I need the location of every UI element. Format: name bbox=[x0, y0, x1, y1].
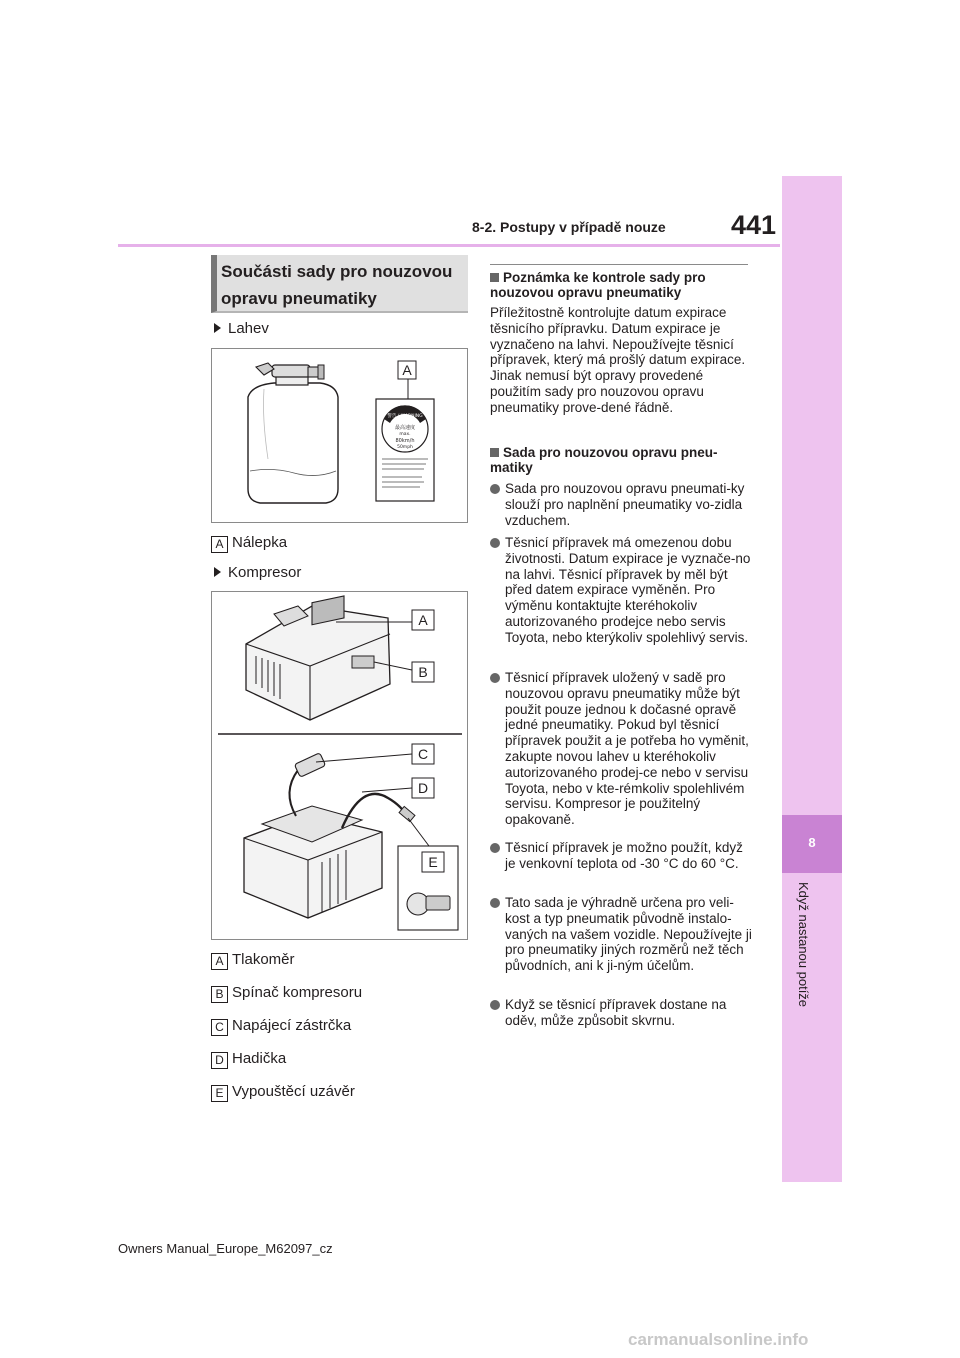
legend-letter: A bbox=[211, 536, 228, 553]
page-number: 441 bbox=[731, 210, 777, 240]
callout-b: B bbox=[418, 664, 428, 680]
bottle-illustration bbox=[211, 348, 468, 523]
legend-letter: E bbox=[211, 1085, 228, 1102]
note2-heading bbox=[490, 445, 748, 475]
round-bullet-icon bbox=[490, 898, 500, 908]
bottle-drawing bbox=[212, 349, 467, 522]
chapter-number: 8 bbox=[808, 835, 816, 850]
compressor-drawing bbox=[212, 592, 467, 939]
sticker-line-3: max. bbox=[399, 432, 411, 437]
chapter-side-tab bbox=[782, 176, 842, 1182]
note1-heading-text: Poznámka ke kontrole sady pro nouzovou opravu pneumatiky bbox=[490, 270, 706, 300]
round-bullet-icon bbox=[490, 538, 500, 548]
compressor-illustration bbox=[211, 591, 468, 940]
header-rule bbox=[118, 244, 780, 247]
square-bullet-icon bbox=[490, 448, 499, 457]
note2-bullet-3 bbox=[490, 670, 757, 828]
callout-c: C bbox=[417, 746, 429, 762]
legend-text: Vypouštěcí uzávěr bbox=[232, 1083, 355, 1100]
triangle-bullet-icon bbox=[214, 567, 221, 577]
footer-doc-id: Owners Manual_Europe_M62097_cz bbox=[118, 1241, 333, 1256]
note2-bullet-2 bbox=[490, 535, 757, 646]
callout-a: A bbox=[418, 612, 428, 628]
bullet-text: Těsnicí přípravek uložený v sadě pro nouzovou opravu pneumatiky může být použit pouze jednou k dočasné opravě jedné pneumatiky. Pokud byl těsnicí přípravek použit a je potřeba ho vyměnit, zakupte novou lahev u kteréhokoliv autorizovaného prodej-ce nebo v servisu Toyota, nebo v kte-rémkoliv spolehlivém servisu. Kompresor je použitelný opakovaně. bbox=[505, 670, 749, 828]
note1-heading bbox=[490, 270, 748, 300]
compressor-title bbox=[214, 564, 301, 581]
legend-letter: A bbox=[211, 953, 228, 970]
legend-letter: B bbox=[211, 986, 228, 1003]
sticker-line-2: 最高速度 bbox=[394, 425, 416, 431]
section-title: 8-2. Postupy v případě nouze bbox=[472, 219, 666, 235]
legend-letter: C bbox=[211, 1019, 228, 1036]
note-rule bbox=[490, 264, 748, 265]
note2-bullet-6 bbox=[490, 997, 757, 1029]
bullet-text: Těsnicí přípravek je možno použít, když je venkovní teplota od -30 °C do 60 °C. bbox=[505, 840, 743, 871]
bullet-text: Těsnicí přípravek má omezenou dobu životnosti. Datum expirace je vyznače-no na lahvi. Těsnicí přípravek by měl být před datem expirace vyměněn. Pro výměnu kontaktujte kteréhokoliv autorizovaného prodejce nebo servis Toyota, nebo kterýkoliv spolehlivý servis. bbox=[505, 535, 751, 645]
note2-bullet-1 bbox=[490, 481, 757, 528]
sticker-line-4: 80km/h bbox=[395, 438, 415, 444]
legend-bottle-a bbox=[211, 534, 287, 553]
note1-body: Příležitostně kontrolujte datum expirace těsnicího přípravku. Datum expirace je vyznačeno na lahvi. Nepoužívejte těsnicí přípravek, který má prošlý datum expirace. Jinak nemusí být opravy provedené použitím sady pro nouzovou opravu pneumatiky prove-dené řádně. bbox=[490, 305, 746, 415]
legend-compressor-c bbox=[211, 1017, 351, 1036]
bullet-text: Když se těsnicí přípravek dostane na oděv, může způsobit skvrnu. bbox=[505, 997, 727, 1028]
note2-bullet-5 bbox=[490, 895, 757, 974]
section-heading: Součásti sady pro nouzovou opravu pneumatiky bbox=[221, 262, 453, 308]
bottle-title bbox=[214, 320, 269, 337]
round-bullet-icon bbox=[490, 1000, 500, 1010]
callout-e: E bbox=[428, 854, 438, 870]
bottle-title-text: Lahev bbox=[228, 320, 269, 337]
sticker-warning: 警告 / WARNING bbox=[387, 414, 423, 419]
legend-text: Napájecí zástrčka bbox=[232, 1017, 352, 1034]
legend-text: Hadička bbox=[232, 1050, 287, 1067]
callout-d: D bbox=[417, 780, 429, 796]
square-bullet-icon bbox=[490, 273, 499, 282]
round-bullet-icon bbox=[490, 673, 500, 683]
bullet-text: Sada pro nouzovou opravu pneumati-ky slouží pro naplnění pneumatiky vo-zidla vzduchem. bbox=[505, 481, 745, 528]
round-bullet-icon bbox=[490, 843, 500, 853]
legend-compressor-d bbox=[211, 1050, 286, 1069]
legend-text: Spínač kompresoru bbox=[232, 984, 363, 1001]
legend-text: Nálepka bbox=[232, 534, 288, 551]
watermark: carmanualsonline.info bbox=[628, 1330, 809, 1349]
chapter-title: Když nastanou potíže bbox=[796, 882, 811, 1008]
bullet-text: Tato sada je výhradně určena pro veli-kost a typ pneumatik původně instalo-vaných na vašem vozidle. Nepoužívejte ji pro pneumatiky jiných rozměrů než těch původních, ani k ji-ným účelům. bbox=[505, 895, 752, 974]
legend-text: Tlakoměr bbox=[232, 951, 295, 968]
note2-heading-text: Sada pro nouzovou opravu pneu-matiky bbox=[490, 445, 718, 475]
compressor-title-text: Kompresor bbox=[228, 564, 302, 581]
legend-letter: D bbox=[211, 1052, 228, 1069]
legend-compressor-a bbox=[211, 951, 295, 970]
sticker-line-5: 50mph bbox=[397, 445, 413, 450]
callout-a: A bbox=[402, 362, 412, 378]
round-bullet-icon bbox=[490, 484, 500, 494]
note2-bullet-4 bbox=[490, 840, 757, 872]
legend-compressor-e bbox=[211, 1083, 355, 1102]
legend-compressor-b bbox=[211, 984, 362, 1003]
triangle-bullet-icon bbox=[214, 323, 221, 333]
